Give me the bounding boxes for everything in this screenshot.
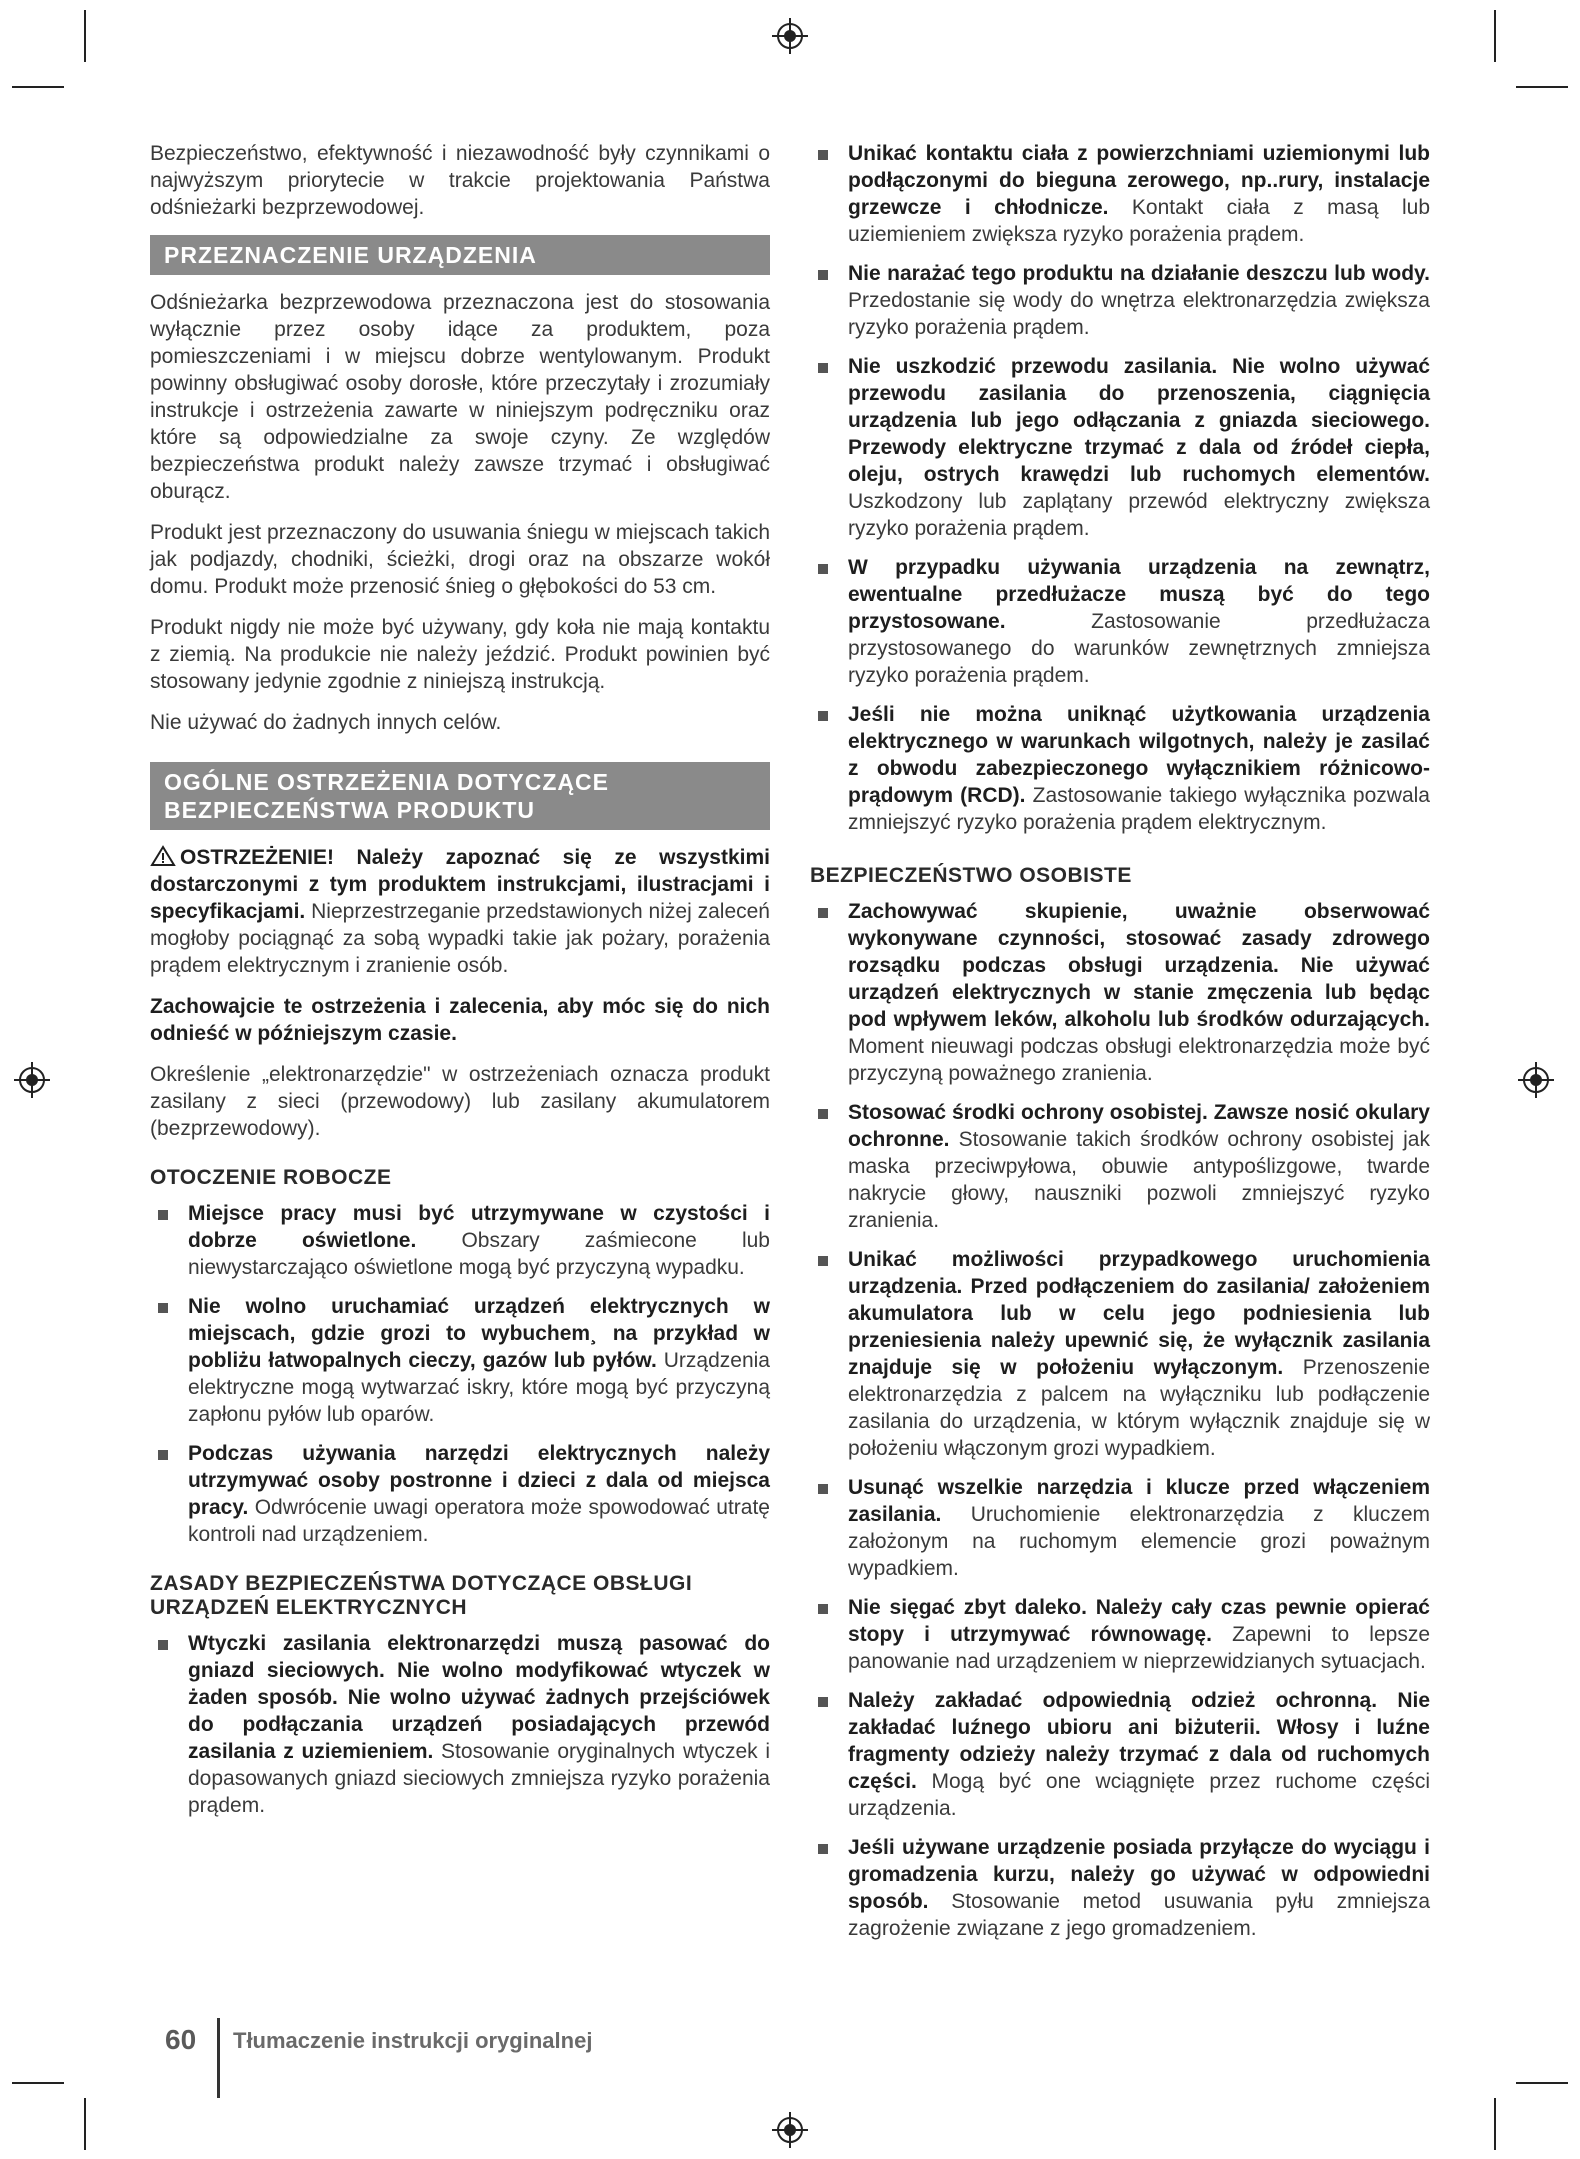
registration-mark-icon bbox=[770, 16, 810, 56]
page-number: 60 bbox=[165, 2024, 197, 2055]
paragraph: Nie używać do żadnych innych celów. bbox=[150, 711, 502, 734]
list-item: Unikać kontaktu ciała z powierzchniami uziemionymi lub podłączonymi do bieguna zerowego, np..rury, instalacje grzewcze i chłodnicze. Kontakt ciała z masą lub uziemieniem zwiększa ryzyko porażenia prądem. bbox=[810, 140, 1430, 248]
banner-line: BEZPIECZEŃSTWA PRODUKTU bbox=[164, 797, 535, 823]
list-item: Nie narażać tego produktu na działanie deszczu lub wody. Przedostanie się wody do wnętrza elektronarzędzia zwiększa ryzyko porażenia prądem. bbox=[810, 260, 1430, 341]
footer-caption: Tłumaczenie instrukcji oryginalnej bbox=[233, 2028, 593, 2053]
right-column bbox=[810, 140, 1430, 1954]
crop-mark bbox=[1494, 2098, 1496, 2150]
definition-paragraph: Określenie „elektronarzędzie" w ostrzeżeniach oznacza produkt zasilany z sieci (przewodowy) lub zasilany akumulatorem (bezprzewodowy). bbox=[150, 1063, 770, 1140]
list-item: Jeśli nie można uniknąć użytkowania urządzenia elektrycznego w warunkach wilgotnych, należy je zasilać z obwodu zabezpieczonego wyłącznikiem różnicowo-prądowym (RCD). Zastosowanie takiego wyłącznika pozwala zmniejszyć ryzyko porażenia prądem elektrycznym. bbox=[810, 701, 1430, 836]
list-item: Nie wolno uruchamiać urządzeń elektrycznych w miejscach, gdzie grozi to wybuchem¸ na przykład w pobliżu łatwopalnych cieczy, gazów lub pyłów. Urządzenia elektryczne mogą wytwarzać iskry, które mogą być przyczyną zapłonu pyłów lub oparów. bbox=[150, 1293, 770, 1428]
footer-divider bbox=[217, 2018, 220, 2098]
section-banner-general-warnings bbox=[150, 762, 770, 830]
left-column bbox=[150, 140, 770, 1831]
warning-bold: OSTRZEŻENIE! Należy zapoznać się ze wszystkimi dostarczonymi z tym produktem instrukcjami, ilustracjami i specyfikacjami. bbox=[150, 846, 770, 923]
paragraph: Produkt jest przeznaczony do usuwania śniegu w miejscach takich jak podjazdy, chodniki, ścieżki, drogi oraz na obszarze wokół domu. Produkt może przenosić śnieg o głębokości do 53 cm. bbox=[150, 521, 770, 598]
crop-mark bbox=[1516, 86, 1568, 88]
list-item: Miejsce pracy musi być utrzymywane w czystości i dobrze oświetlone. Obszary zaśmiecone lub niewystarczająco oświetlone mogą być przyczyną wypadku. bbox=[150, 1200, 770, 1281]
crop-mark bbox=[1494, 10, 1496, 62]
warning-triangle-icon bbox=[150, 845, 176, 867]
list-item: Wtyczki zasilania elektronarzędzi muszą pasować do gniazd sieciowych. Nie wolno modyfikować wtyczek w żaden sposób. Nie wolno używać żadnych przejściówek do podłączania urządzeń posiadających przewód zasilania z uziemieniem. Stosowanie oryginalnych wtyczek i dopasowanych gniazd sieciowych zmniejsza ryzyko porażenia prądem. bbox=[150, 1630, 770, 1819]
crop-mark bbox=[12, 86, 64, 88]
list-item: Nie uszkodzić przewodu zasilania. Nie wolno używać przewodu zasilania do przenoszenia, ciągnięcia urządzenia lub jego odłączania z gniazda sieciowego. Przewody elektryczne trzymać z dala od źródeł ciepła, oleju, ostrych krawędzi lub ruchomych elementów. Uszkodzony lub zaplątany przewód elektryczny zwiększa ryzyko porażenia prądem. bbox=[810, 353, 1430, 542]
list-item: Podczas używania narzędzi elektrycznych należy utrzymywać osoby postronne i dzieci z dala od miejsca pracy. Odwrócenie uwagi operatora może spowodować utratę kontroli nad urządzeniem. bbox=[150, 1440, 770, 1548]
crop-mark bbox=[1516, 2082, 1568, 2084]
list-item: Jeśli używane urządzenie posiada przyłącze do wyciągu i gromadzenia kurzu, należy go używać w odpowiedni sposób. Stosowanie metod usuwania pyłu zmniejsza zagrożenie związane z jego gromadzeniem. bbox=[810, 1834, 1430, 1942]
list-item: Stosować środki ochrony osobistej. Zawsze nosić okulary ochronne. Stosowanie takich środków ochrony osobistej jak maska przeciwpyłowa, obuwie antypoślizgowe, twarde nakrycie głowy, nauszniki pozwoli zmniejszyć ryzyko zranienia. bbox=[810, 1099, 1430, 1234]
section-banner-intended-use: PRZEZNACZENIE URZĄDZENIA bbox=[150, 235, 770, 275]
subheading-work-area: OTOCZENIE ROBOCZE bbox=[150, 1166, 392, 1189]
subheading-personal-safety: BEZPIECZEŃSTWO OSOBISTE bbox=[810, 864, 1132, 887]
registration-mark-icon bbox=[1516, 1060, 1556, 1100]
warning-text: Nieprzestrzeganie przedstawionych niżej zaleceń mogłoby pociągnąć za sobą wypadki takie jak pożary, porażenia prądem elektrycznym i zranienie osób. bbox=[150, 900, 770, 977]
warning-paragraph bbox=[150, 844, 770, 979]
crop-mark bbox=[12, 2082, 64, 2084]
list-item: Zachowywać skupienie, uważnie obserwować wykonywane czynności, stosować zasady zdrowego rozsądku podczas obsługi urządzenia. Nie używać urządzeń elektrycznych w stanie zmęczenia lub będąc pod wpływem leków, alkoholu lub środków odurzających. Moment nieuwagi podczas obsługi elektronarzędzia może być przyczyną poważnego zranienia. bbox=[810, 898, 1430, 1087]
list-item: Należy zakładać odpowiednią odzież ochronną. Nie zakładać luźnego ubioru ani biżuterii. Włosy i luźne fragmenty odzieży należy trzymać z dala od ruchomych części. Mogą być one wciągnięte przez ruchome części urządzenia. bbox=[810, 1687, 1430, 1822]
keep-instructions-note: Zachowajcie te ostrzeżenia i zalecenia, aby móc się do nich odnieść w późniejszym czasie. bbox=[150, 995, 770, 1045]
list-item: Nie sięgać zbyt daleko. Należy cały czas pewnie opierać stopy i utrzymywać równowagę. Zapewni to lepsze panowanie nad urządzeniem w nieprzewidzianych sytuacjach. bbox=[810, 1594, 1430, 1675]
registration-mark-icon bbox=[770, 2110, 810, 2150]
registration-mark-icon bbox=[12, 1060, 52, 1100]
crop-mark bbox=[84, 10, 86, 62]
paragraph: Produkt nigdy nie może być używany, gdy koła nie mają kontaktu z ziemią. Na produkcie nie należy jeździć. Produkt powinien być stosowany jedynie zgodnie z niniejszą instrukcją. bbox=[150, 616, 770, 693]
list-item: Unikać możliwości przypadkowego uruchomienia urządzenia. Przed podłączeniem do zasilania/ założeniem akumulatora lub w celu jego podniesienia lub przeniesienia należy upewnić się, że wyłącznik zasilania znajduje się w położeniu wyłączonym. Przenoszenie elektronarzędzia z palcem na wyłączniku lub podłączenie zasilania do urządzenia, w którym wyłącznik znajduje się w położeniu włączonym grozi wypadkiem. bbox=[810, 1246, 1430, 1462]
crop-mark bbox=[84, 2098, 86, 2150]
list-item: W przypadku używania urządzenia na zewnątrz, ewentualne przedłużacze muszą być do tego przystosowane. Zastosowanie przedłużacza przystosowanego do warunków zewnętrznych zmniejsza ryzyko porażenia prądem. bbox=[810, 554, 1430, 689]
paragraph: Odśnieżarka bezprzewodowa przeznaczona jest do stosowania wyłącznie przez osoby idące za produktem, poza pomieszczeniami i w miejscu dobrze wentylowanym. Produkt powinny obsługiwać osoby dorosłe, które przeczytały i zrozumiały instrukcje i ostrzeżenia zawarte w niniejszym podręczniku oraz które są odpowiedzialne za swoje czyny. Ze względów bezpieczeństwa produkt należy zawsze trzymać i obsługiwać oburącz. bbox=[150, 291, 770, 503]
subheading-electrical-safety: ZASADY BEZPIECZEŃSTWA DOTYCZĄCE OBSŁUGI URZĄDZEŃ ELEKTRYCZNYCH bbox=[150, 1572, 693, 1619]
intro-paragraph: Bezpieczeństwo, efektywność i niezawodność były czynnikami o najwyższym priorytecie w trakcie projektowania Państwa odśnieżarki bezprzewodowej. bbox=[150, 142, 770, 219]
banner-line: OGÓLNE OSTRZEŻENIA DOTYCZĄCE bbox=[164, 769, 609, 795]
list-item: Usunąć wszelkie narzędzia i klucze przed włączeniem zasilania. Uruchomienie elektronarzędzia z kluczem założonym na ruchomym elemencie grozi poważnym wypadkiem. bbox=[810, 1474, 1430, 1582]
